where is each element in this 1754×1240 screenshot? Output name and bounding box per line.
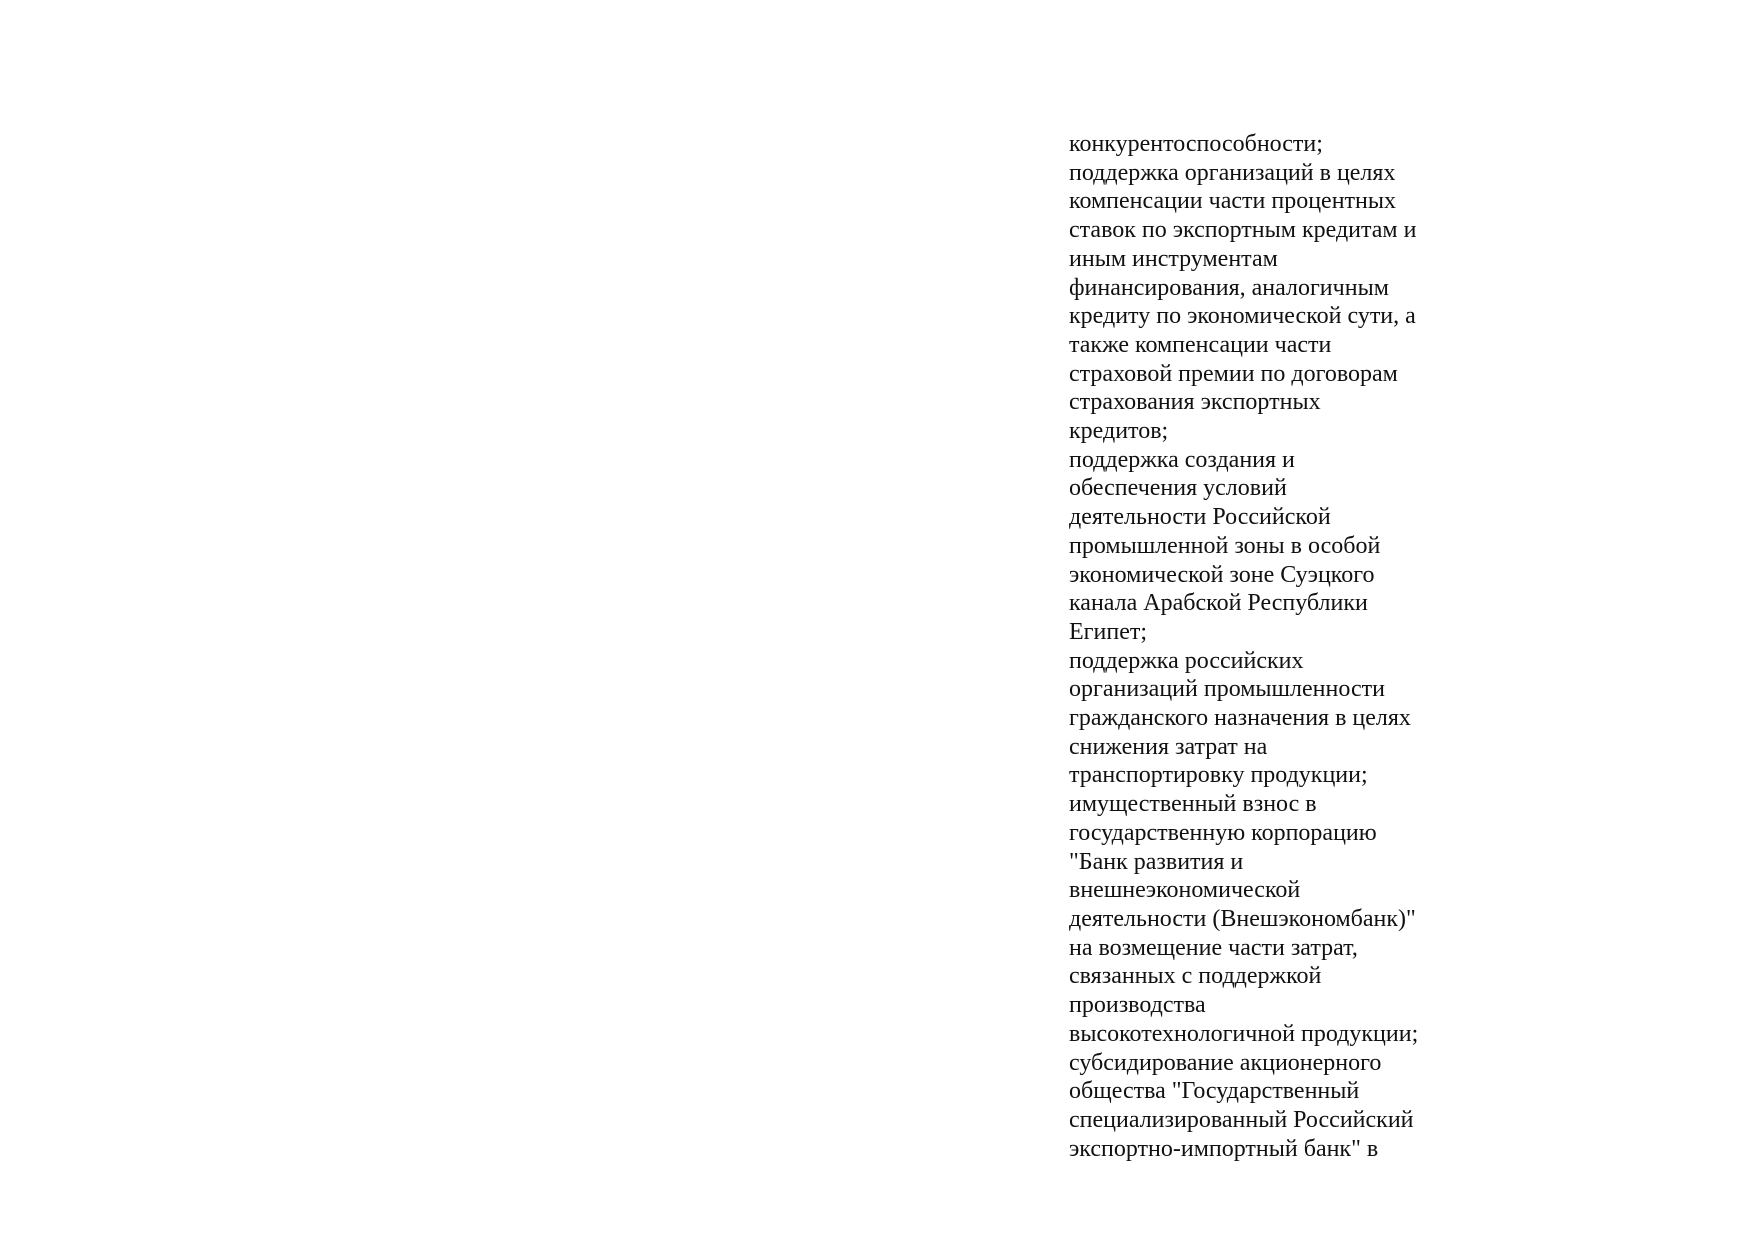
text-column [1069, 130, 1449, 1163]
text-line: специализированный Российский [1069, 1106, 1414, 1133]
text-line: экспортно-импортный банк" в [1069, 1135, 1379, 1162]
text-line: Египет; [1069, 618, 1147, 645]
text-line: конкурентоспособности; [1069, 131, 1323, 157]
text-line: общества "Государственный [1069, 1078, 1360, 1105]
text-line: промышленной зоны в особой [1069, 532, 1381, 559]
text-line: поддержка создания и [1069, 446, 1295, 473]
text-line: связанных с поддержкой [1069, 963, 1322, 990]
text-line: имущественный взнос в [1069, 791, 1317, 818]
text-line: субсидирование акционерного [1069, 1049, 1382, 1076]
text-line: экономической зоне Суэцкого [1069, 561, 1375, 588]
text-line: снижения затрат на [1069, 733, 1268, 760]
text-line: на возмещение части затрат, [1069, 934, 1358, 961]
text-line: канала Арабской Республики [1069, 590, 1368, 617]
text-line: государственную корпорацию [1069, 819, 1377, 846]
text-line: транспортировку продукции; [1069, 762, 1368, 789]
text-line: страхования экспортных [1069, 389, 1321, 416]
text-line: высокотехнологичной продукции; [1069, 1020, 1419, 1047]
text-line: иным инструментам [1069, 245, 1278, 272]
text-line: организаций промышленности [1069, 676, 1385, 703]
text-line: обеспечения условий [1069, 475, 1287, 502]
text-line: внешнеэкономической [1069, 877, 1301, 904]
text-line: гражданского назначения в целях [1069, 705, 1411, 732]
text-line: кредитов; [1069, 418, 1169, 445]
text-line: компенсации части процентных [1069, 188, 1396, 215]
text-line: ставок по экспортным кредитам и [1069, 217, 1417, 244]
text-line: поддержка организаций в целях [1069, 159, 1396, 186]
text-line: поддержка российских [1069, 647, 1304, 674]
text-line: кредиту по экономической сути, а [1069, 303, 1416, 330]
text-line: финансирования, аналогичным [1069, 274, 1389, 301]
text-line: "Банк развития и [1069, 848, 1244, 875]
text-line: деятельности Российской [1069, 504, 1331, 531]
text-line: деятельности (Внешэкономбанк)" [1069, 905, 1416, 932]
text-line: производства [1069, 992, 1206, 1019]
text-line: страховой премии по договорам [1069, 360, 1398, 387]
text-line: также компенсации части [1069, 331, 1332, 358]
